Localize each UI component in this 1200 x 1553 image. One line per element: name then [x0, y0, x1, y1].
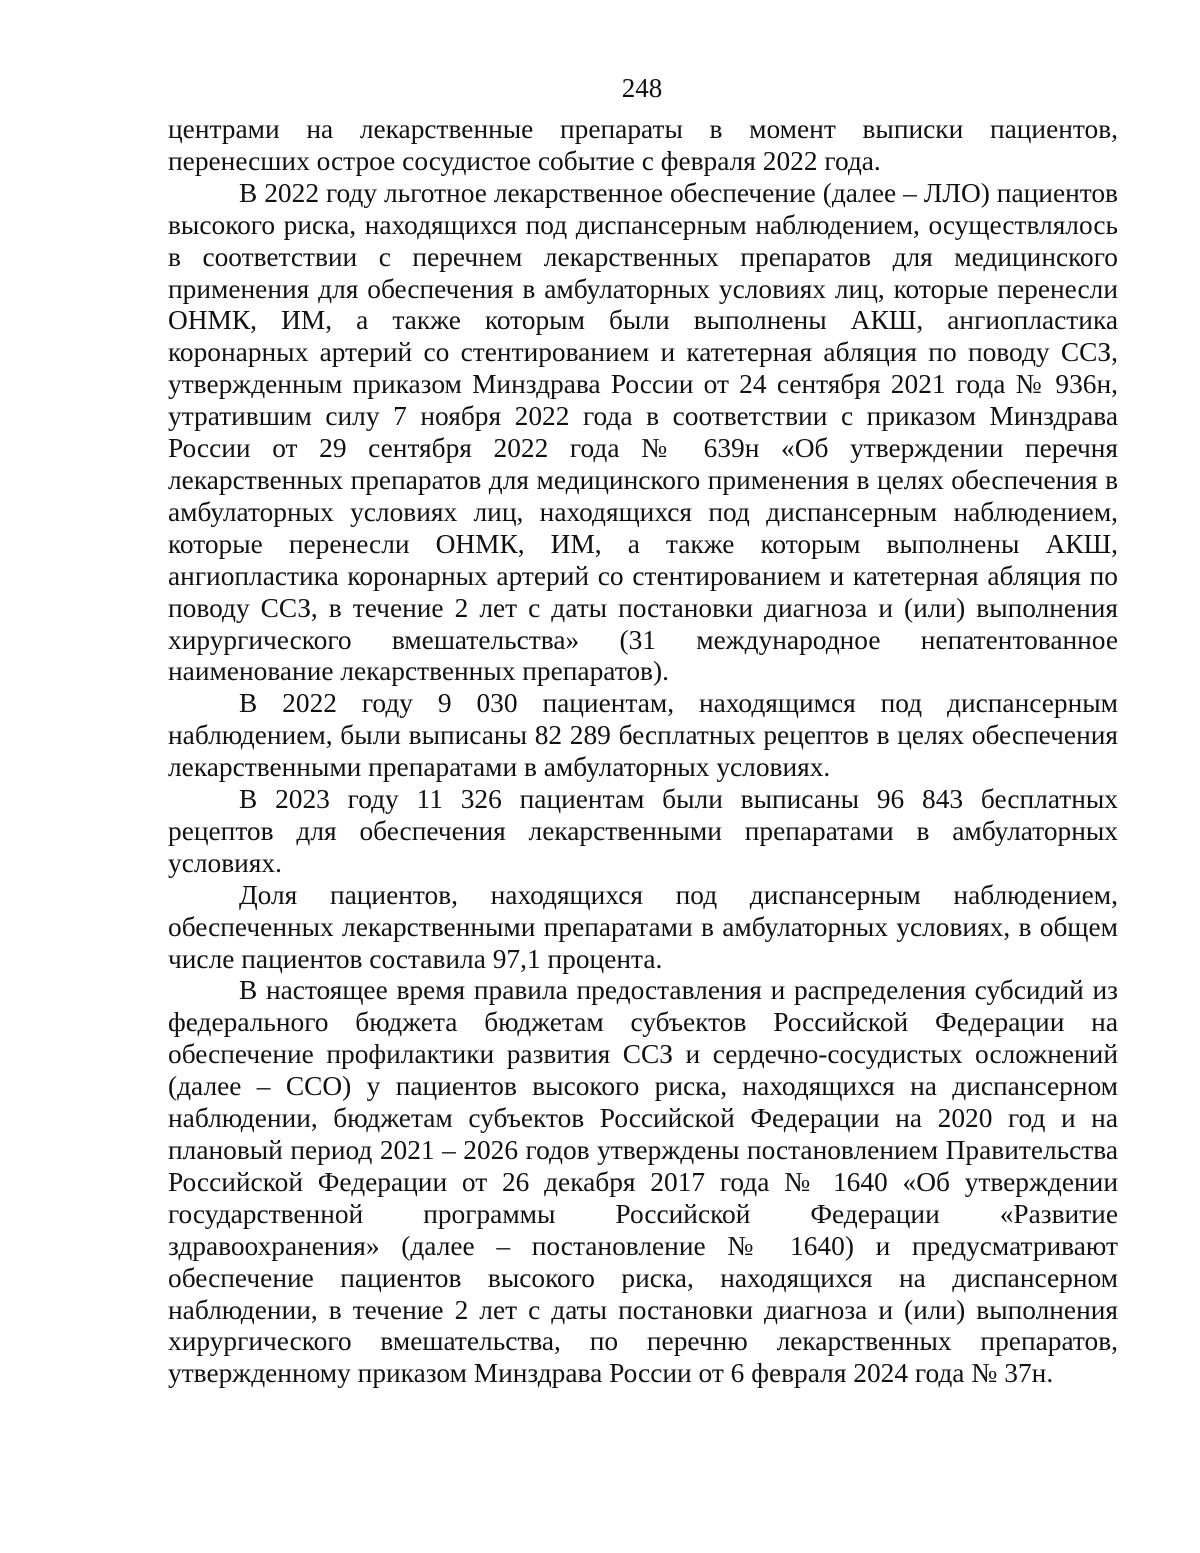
paragraph-coverage-share: Доля пациентов, находящихся под диспансерным наблюдением, обеспеченных лекарственными препаратами в амбулаторных условиях, в общем числе пациентов составила 97,1 процента. [168, 879, 1118, 974]
paragraph-subsidy-rules: В настоящее время правила предоставления и распределения субсидий из федерального бюджета бюджетам субъектов Российской Федерации на обеспечение профилактики развития ССЗ и сердечно-сосудистых осложнений (далее – ССО) у пациентов высокого риска, находящихся на диспансерном наблюдении, бюджетам субъектов Российской Федерации на 2020 год и на плановый период 2021 – 2026 годов утверждены постановлением Правительства Российской Федерации от 26 декабря 2017 года № 1640 «Об утверждении государственной программы Российской Федерации «Развитие здравоохранения» (далее – постановление № 1640) и предусматривают обеспечение пациентов высокого риска, находящихся на диспансерном наблюдении, в течение 2 лет с даты постановки диагноза и (или) выполнения хирургического вмешательства, по перечню лекарственных препаратов, утвержденному приказом Минздрава России от 6 февраля 2024 года № 37н. [168, 975, 1118, 1389]
page-number: 248 [621, 73, 663, 103]
paragraph-llo-2022: В 2022 году льготное лекарственное обеспечение (далее – ЛЛО) пациентов высокого риска, находящихся под диспансерным наблюдением, осуществлялось в соответствии с перечнем лекарственных препаратов для медицинского применения для обеспечения в амбулаторных условиях лиц, которые перенесли ОНМК, ИМ, а также которым были выполнены АКШ, ангиопластика коронарных артерий со стентированием и катетерная абляция по поводу ССЗ, утвержденным приказом Минздрава России от 24 сентября 2021 года № 936н, утратившим силу 7 ноября 2022 года в соответствии с приказом Минздрава России от 29 сентября 2022 года № 639н «Об утверждении перечня лекарственных препаратов для медицинского применения в целях обеспечения в амбулаторных условиях лиц, находящихся под диспансерным наблюдением, которые перенесли ОНМК, ИМ, а также которым выполнены АКШ, ангиопластика коронарных артерий со стентированием и катетерная абляция по поводу ССЗ, в течение 2 лет с даты постановки диагноза и (или) выполнения хирургического вмешательства» (31 международное непатентованное наименование лекарственных препаратов). [168, 177, 1118, 687]
paragraph-prescriptions-2023: В 2023 году 11 326 пациентам были выписаны 96 843 бесплатных рецептов для обеспечения лекарственными препаратами в амбулаторных условиях. [168, 784, 1118, 878]
document-body [168, 114, 1118, 1390]
paragraph-prescriptions-2022: В 2022 году 9 030 пациентам, находящимся под диспансерным наблюдением, были выписаны 82 289 бесплатных рецептов в целях обеспечения лекарственными препаратами в амбулаторных условиях. [168, 688, 1118, 783]
paragraph-continuation: центрами на лекарственные препараты в момент выписки пациентов, перенесших острое сосудистое событие с февраля 2022 года. [168, 114, 1118, 176]
